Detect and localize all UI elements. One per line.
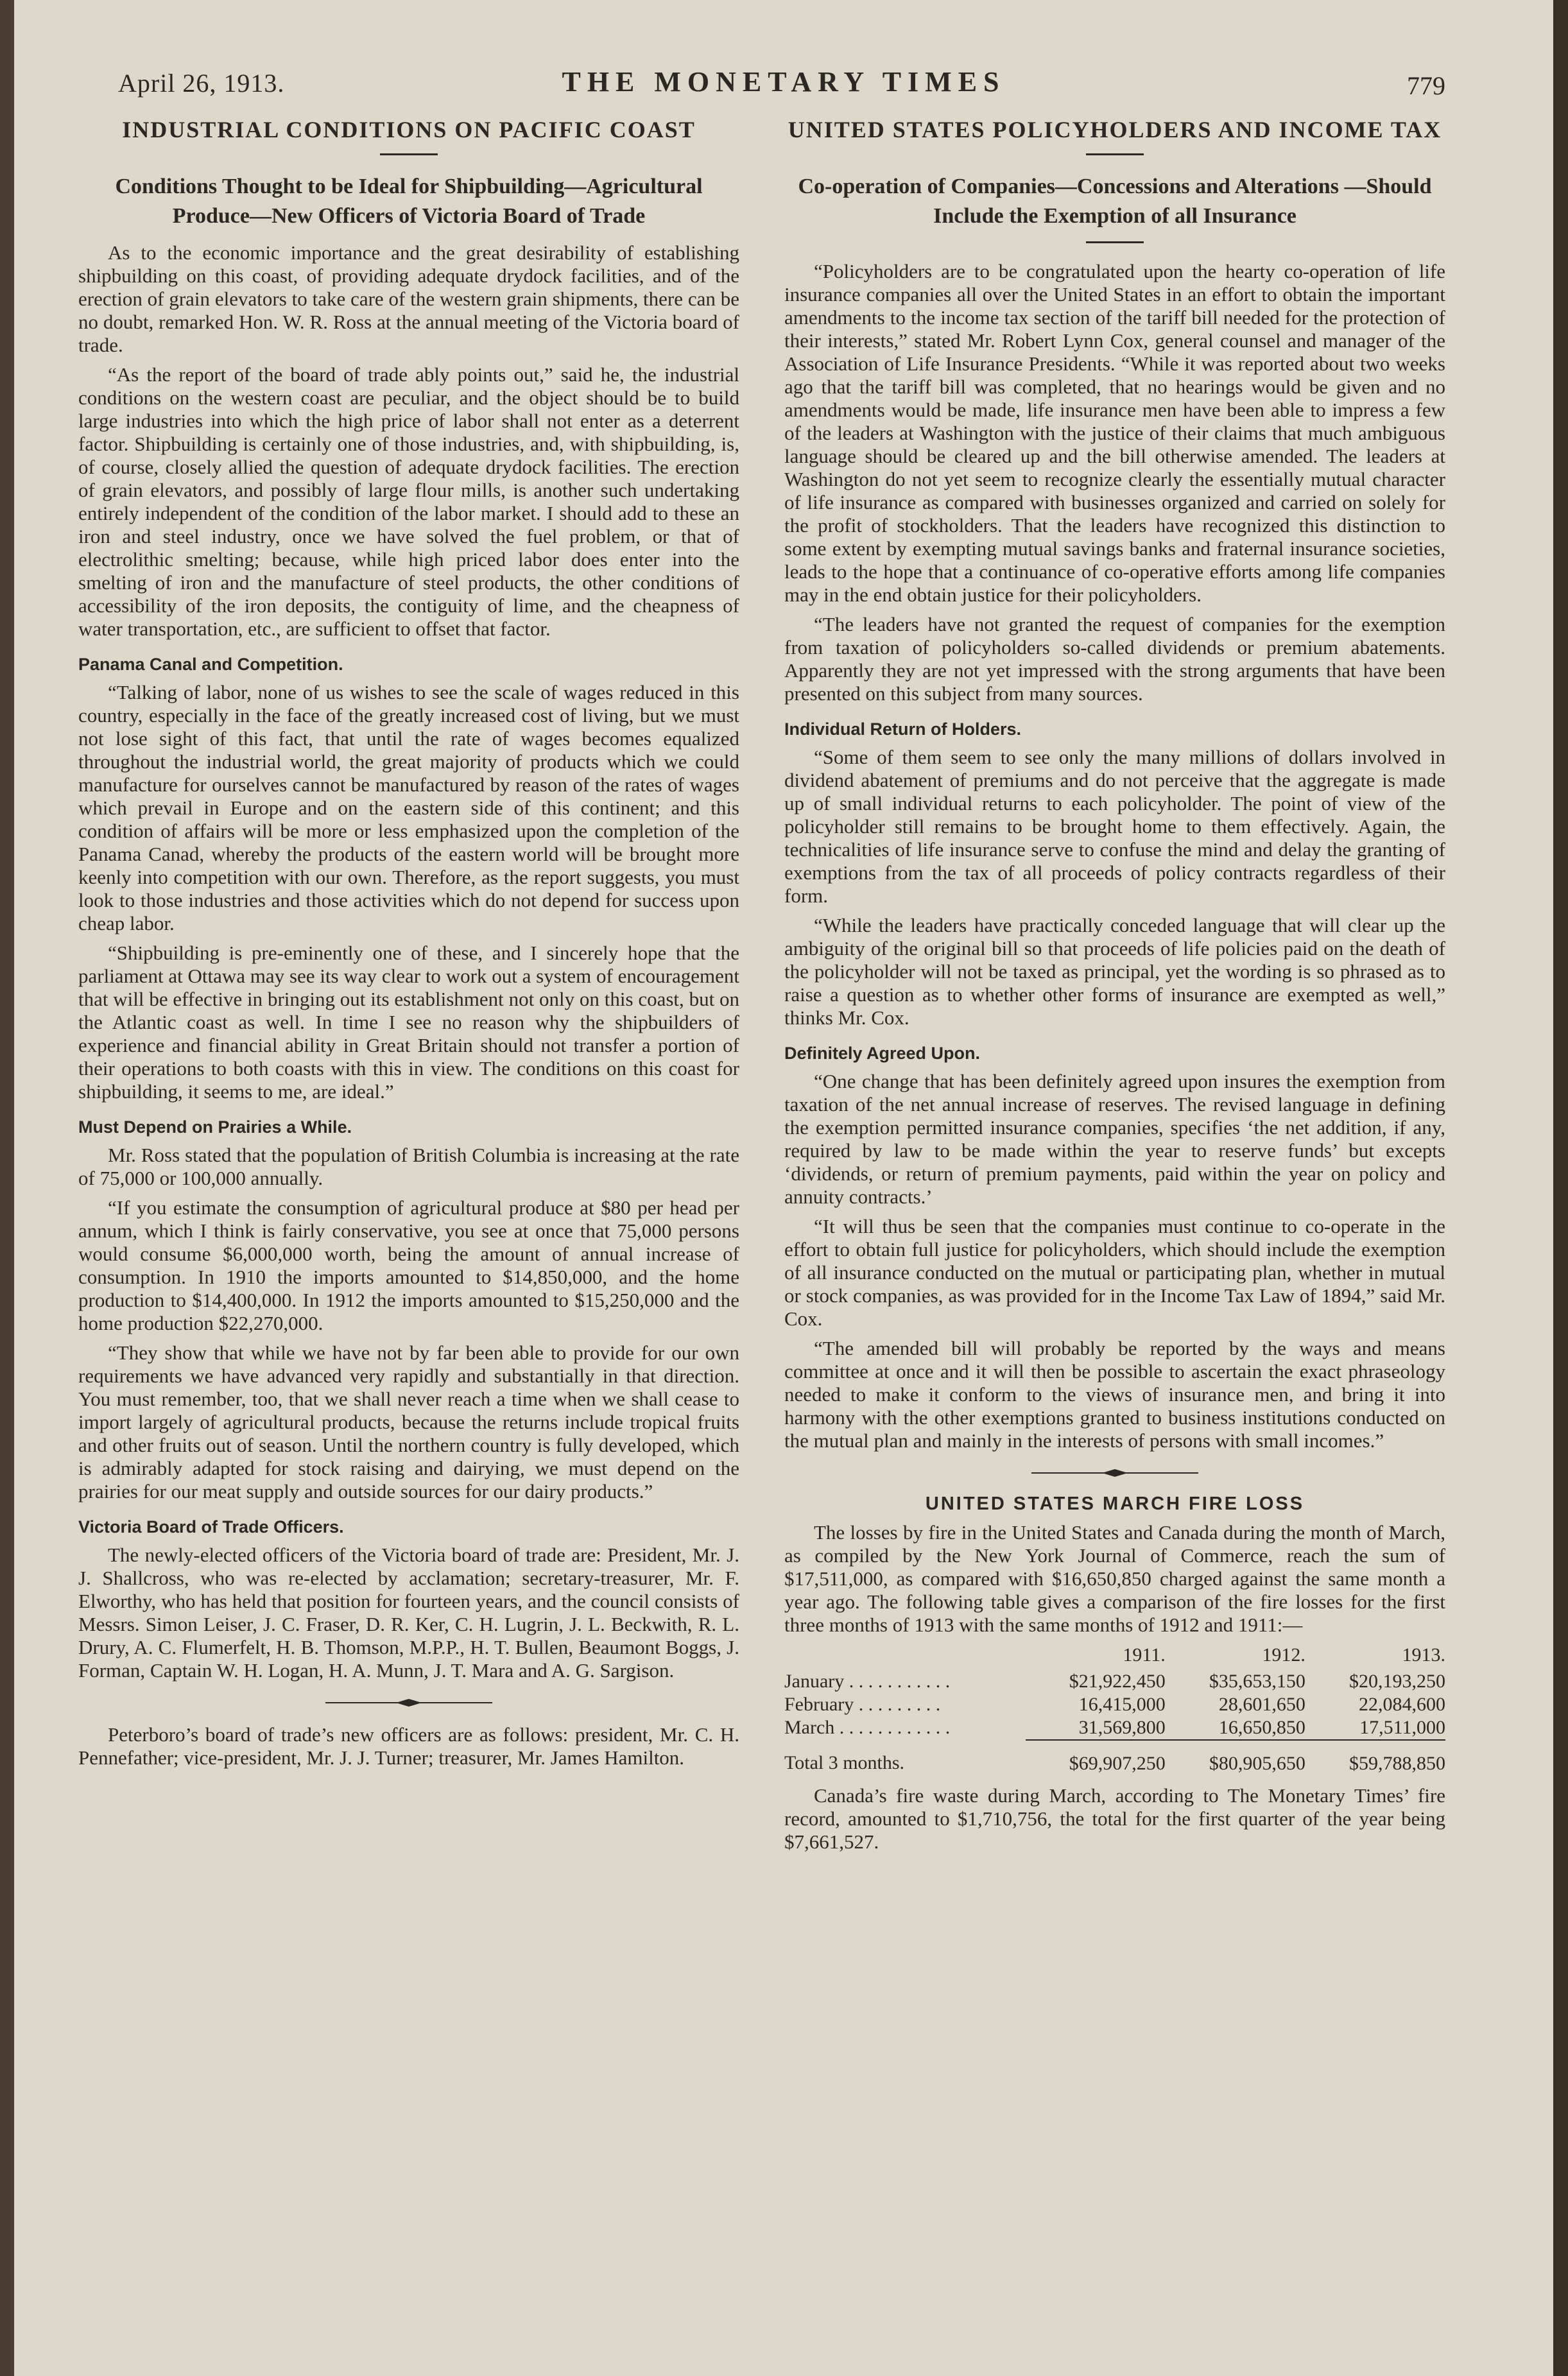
- article-subtitle: Co-operation of Companies—Concessions and Alterations —Should Include the Exemption of all Insurance: [798, 175, 1432, 228]
- table-cell: $59,788,850: [1305, 1740, 1445, 1775]
- paragraph: “Some of them seem to see only the many millions of dollars involved in dividend abatement of premiums and do not perceive that the aggregate is made up of small individual returns to each policyholder. The point of view of the policyholder still remains to be brought home to them effectively. Again, the technicalities of life insurance serve to confuse the mind and delay the granting of exemptions from the tax of all proceeds of policy contracts regardless of their form.: [784, 745, 1445, 907]
- month-label: January . . . . . . . . . . .: [784, 1670, 951, 1692]
- table-cell: $35,653,150: [1209, 1670, 1305, 1692]
- paragraph: “Policyholders are to be congratulated upon the hearty co-operation of life insurance companies all over the United States in an effort to obtain the important amendments to the income tax section of the tariff bill needed for the protection of their interests,” stated Mr. Robert Lynn Cox, general counsel and manager of the Association of Life Insurance Presidents. “While it was reported about two weeks ago that the tariff bill was completed, that no hearings would be given and no amendments would be made, life insurance men have been able to impress a few of the leaders at Washington with the justice of their claims that much ambiguous language should be cleared up and the bill otherwise amended. The leaders at Washington do not yet seem to recognize clearly the essentially mutual character of life insurance as compared with businesses organized and carried on solely for the profit of stockholders. That the leaders have recognized this distinction to some extent by exempting mutual savings banks and fraternal insurance societies, leads to the hope that a continuance of co-operative efforts among life companies may in the end obtain justice for their policyholders.: [784, 259, 1445, 606]
- table-cell: 17,511,000: [1359, 1716, 1445, 1738]
- section-heading: Must Depend on Prairies a While.: [78, 1117, 352, 1137]
- paragraph: “If you estimate the consumption of agricultural produce at $80 per head per annum, which I think is fairly conservative, you see at once that 75,000 persons would consume $6,000,000 worth, being the amount of annual increase of consumption. In 1910 the imports amounted to $14,850,000, and the home production to $14,400,000. In 1912 the imports amounted to $15,250,000 and the home production $22,270,000.: [78, 1196, 739, 1334]
- paragraph: “The leaders have not granted the request of companies for the exemption from taxation of policyholders so-called dividends or premium abatements. Apparently they are not yet impressed with the strong arguments that have been presented on this subject from many sources.: [784, 612, 1445, 705]
- table-cell: $69,907,250: [1026, 1740, 1166, 1775]
- table-cell: 16,650,850: [1218, 1716, 1305, 1738]
- ornamental-divider: [78, 1698, 739, 1708]
- table-row: [784, 1693, 1445, 1716]
- month-label: March . . . . . . . . . . . .: [784, 1717, 951, 1739]
- paragraph: The losses by fire in the United States and Canada during the month of March, as compiled by the New York Journal of Commerce, reach the sum of $17,511,000, as compared with $16,650,850 charged against the same month a year ago. The following table gives a comparison of the fire losses for the first three months of 1913 with the same months of 1912 and 1911:—: [784, 1520, 1445, 1636]
- footnote-paragraph: Peterboro’s board of trade’s new officers are as follows: president, Mr. C. H. Pennefather; vice-president, Mr. J. J. Turner; treasurer, Mr. James Hamilton.: [78, 1723, 739, 1769]
- paragraph: “As the report of the board of trade ably points out,” said he, the industrial conditions on the western coast are peculiar, and the object should be to build large industries into which the high price of labor shall not enter as a deterrent factor. Shipbuilding is certainly one of those industries, and, with shipbuilding, is, of course, closely allied the question of adequate drydock facilities. The erection of grain elevators, and possibly of large flour mills, is another such undertaking entirely independent of the condition of the labor market. I should add to these an iron and steel industry, once we have solved the fuel problem, or that of electrolithic smelting; because, while high priced labor does enter into the smelting of iron and the manufacture of steel products, the other conditions of accessibility of the iron deposits, the contiguity of lime, and the cheapness of water transportation, etc., are sufficient to offset that factor.: [78, 363, 739, 640]
- table-cell: 16,415,000: [1078, 1693, 1166, 1715]
- paragraph: “It will thus be seen that the companies must continue to co-operate in the effort to obtain full justice for policyholders, which should include the exemption of all insurance conducted on the mutual or participating plan, whether in mutual or stock companies, as was provided for in the Income Tax Law of 1894,” said Mr. Cox.: [784, 1214, 1445, 1330]
- binding-spine: [0, 0, 14, 2376]
- right-column: [784, 116, 1445, 1860]
- article-title: INDUSTRIAL CONDITIONS ON PACIFIC COAST: [122, 117, 696, 142]
- column-header: 1912.: [1262, 1644, 1305, 1666]
- fire-loss-table: [784, 1643, 1445, 1775]
- table-cell: 28,601,650: [1218, 1693, 1305, 1715]
- left-column: [78, 116, 739, 1776]
- running-head: [14, 62, 1553, 100]
- paragraph: “Shipbuilding is pre-eminently one of these, and I sincerely hope that the parliament at Ottawa may see its way clear to work out a system of encouragement that will be effective in bringing out its establishment not only on this coast, but on the Atlantic coast as well. In time I see no reason why the shipbuilders of experience and financial ability in Great Britain should not transfer a portion of their operations to both coasts with this in view. The conditions on this coast for shipbuilding, it seems to me, are ideal.”: [78, 941, 739, 1103]
- paragraph: Mr. Ross stated that the population of British Columbia is increasing at the rate of 75,000 or 100,000 annually.: [78, 1143, 739, 1189]
- section-heading: Victoria Board of Trade Officers.: [78, 1517, 344, 1537]
- table-cell: $80,905,650: [1166, 1740, 1305, 1775]
- article-title: UNITED STATES POLICYHOLDERS AND INCOME TAX: [788, 117, 1442, 142]
- issue-date: April 26, 1913.: [118, 69, 285, 98]
- paragraph: “While the leaders have practically conceded language that will clear up the ambiguity of the original bill so that proceeds of life policies paid on the death of the policyholder will not be taxed as principal, yet the wording is so phrased as to raise a question as to whether other forms of insurance are exempted as well,” thinks Mr. Cox.: [784, 913, 1445, 1029]
- article-subtitle: Conditions Thought to be Ideal for Shipbuilding—Agricultural Produce—New Officers of Victoria Board of Trade: [115, 175, 703, 228]
- table-cell: $21,922,450: [1069, 1670, 1166, 1692]
- paragraph: “They show that while we have not by far been able to provide for our own requirements we have advanced very rapidly and substantially in that direction. You must remember, too, that we shall never reach a time when we shall cease to import largely of agricultural products, because the returns include tropical fruits and other fruits out of season. Until the northern country is fully developed, which is admirably adapted for stock raising and dairying, we must depend on the prairies for our meat supply and outside sources for our dairy products.”: [78, 1341, 739, 1502]
- fire-loss-title: UNITED STATES MARCH FIRE LOSS: [925, 1493, 1305, 1514]
- title-rule: [380, 153, 438, 155]
- total-label: Total 3 months.: [784, 1752, 905, 1774]
- publication-title: THE MONETARY TIMES: [562, 66, 1006, 98]
- section-heading: Panama Canal and Competition.: [78, 654, 343, 674]
- column-header: 1911.: [1123, 1644, 1166, 1666]
- newspaper-page: [14, 0, 1553, 2376]
- table-total-row: [784, 1740, 1445, 1775]
- page-number: 779: [1407, 71, 1445, 100]
- paragraph: As to the economic importance and the great desirability of establishing shipbuilding on this coast, of providing adequate drydock facilities, and of the erection of grain elevators to take care of the western grain shipments, there can be no doubt, remarked Hon. W. R. Ross at the annual meeting of the Victoria board of trade.: [78, 241, 739, 356]
- table-row: [784, 1716, 1445, 1740]
- table-row: [784, 1670, 1445, 1693]
- section-heading: Individual Return of Holders.: [784, 719, 1022, 739]
- table-header-row: [784, 1643, 1445, 1670]
- subtitle-rule: [1086, 241, 1144, 243]
- column-header: 1913.: [1402, 1644, 1445, 1666]
- table-cell: 22,084,600: [1359, 1693, 1445, 1715]
- table-cell: $20,193,250: [1349, 1670, 1445, 1692]
- paragraph: “The amended bill will probably be reported by the ways and means committee at once and it will then be possible to ascertain the exact phraseology needed to make it conform to the views of insurance men, and bring it into harmony with the other exemptions granted to business institutions conducted on the mutual plan and mainly in the interests of persons with small incomes.”: [784, 1336, 1445, 1452]
- title-rule: [1086, 153, 1144, 155]
- paragraph: “One change that has been definitely agreed upon insures the exemption from taxation of the net annual increase of reserves. The revised language in defining the exemption permitted insurance companies, specifies ‘the net addition, if any, required by law to be made within the year to reserve funds’ but excepts ‘dividends, or return of premium payments, paid within the year on policy and annuity contracts.’: [784, 1069, 1445, 1208]
- paragraph: “Talking of labor, none of us wishes to see the scale of wages reduced in this country, especially in the face of the greatly increased cost of living, but we must not lose sight of this fact, that until the rate of wages becomes equalized throughout the industrial world, the great majority of products which we could manufacture for ourselves cannot be manufactured by reason of the rates of wages which prevail in Europe and on the eastern side of this continent; and this condition of affairs will be more or less emphasized upon the completion of the Panama Canad, whereby the products of the eastern world will be brought more keenly into competition with our own. Therefore, as the report suggests, you must look to those industries and those activities which do not depend for success upon cheap labor.: [78, 680, 739, 934]
- table-cell: 31,569,800: [1078, 1716, 1166, 1738]
- section-heading: Definitely Agreed Upon.: [784, 1043, 981, 1063]
- month-label: February . . . . . . . . .: [784, 1693, 941, 1715]
- paragraph: The newly-elected officers of the Victoria board of trade are: President, Mr. J. J. Shallcross, who was re-elected by acclamation; secretary-treasurer, Mr. F. Elworthy, who has held that position for fourteen years, and the council consists of Messrs. Simon Leiser, J. C. Fraser, D. R. Ker, C. H. Lugrin, J. L. Beckwith, R. L. Drury, A. C. Flumerfelt, H. B. Thomson, M.P.P., H. T. Bullen, Beaumont Boggs, J. Forman, Captain W. H. Logan, H. A. Munn, J. T. Mara and A. G. Sargison.: [78, 1543, 739, 1682]
- ornamental-divider: [784, 1468, 1445, 1478]
- paragraph: Canada’s fire waste during March, according to The Monetary Times’ fire record, amounted to $1,710,756, the total for the first quarter of the year being $7,661,527.: [784, 1784, 1445, 1853]
